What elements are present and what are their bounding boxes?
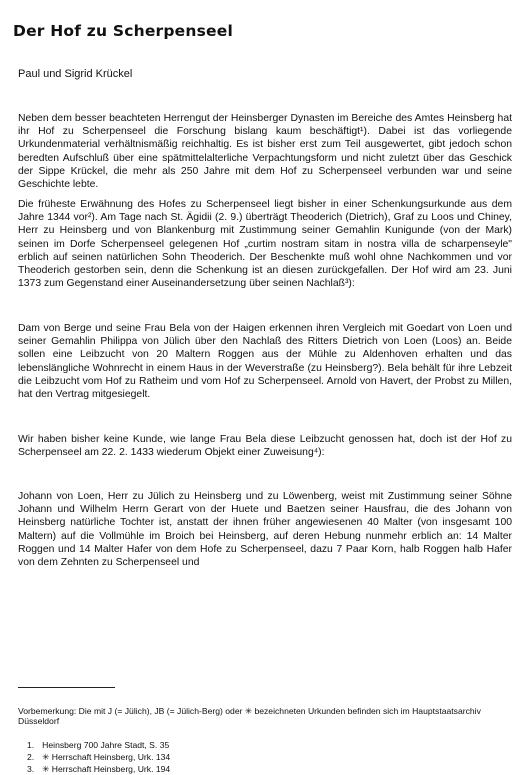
footnote-item [27, 751, 170, 763]
footnote-number: 1. [27, 740, 35, 750]
footnote-number: 2. [27, 752, 35, 762]
footnote-item [27, 739, 170, 751]
paragraph-5: Johann von Loen, Herr zu Jülich zu Heinsberg und zu Löwenberg, weist mit Zustimmung seiner Söhne Johann und Wilhelm Herrn Gerart von der Huete und Baetzen seiner Hausfrau, die des Johann von Heinsberg natürliche Tochter ist, anstatt der ihnen früher angewiesenen 40 Malter (von insgesamt 100 Maltern) auf die Vollmühle im Broich bei Heinsberg, auf deren Hebung nunmehr erblich an: 14 Malter Roggen und 14 Malter Hafer von dem Hofe zu Scherpenseel, dazu 7 Paar Korn, halb Roggen halb Hafer von dem Zehnten zu Scherpenseel und [18, 491, 512, 569]
paragraph-4: Wir haben bisher keine Kunde, wie lange Frau Bela diese Leibzucht genossen hat, doch ist der Hof zu Scherpenseel am 22. 2. 1433 wiederum Objekt einer Zuweisung⁴): [18, 434, 512, 459]
footnote-number: 3. [27, 764, 35, 774]
footnote-preface: Vorbemerkung: Die mit J (= Jülich), JB (= Jülich-Berg) oder ✳ bezeichneten Urkunden befinden sich im Hauptstaatsarchiv Düsseldorf [18, 706, 481, 726]
footnote-divider [18, 687, 115, 688]
article-title: Der Hof zu Scherpenseel [13, 22, 233, 40]
paragraph-3: Dam von Berge und seine Frau Bela von der Haigen erkennen ihren Vergleich mit Goedart von Loen und seiner Gemahlin Philippa von Jülich über den Nachlaß des Ritters Dietrich von Loen (Loos) an. Beide sollen eine Leibzucht von 20 Maltern Roggen aus der Mühle zu Aldenhoven erhalten und das lebenslängliche Wohnrecht in einem Haus in der Weverstraße (zu Heinsberg?). Bela behält für ihre Lebzeit die Leibzucht vom Hof zu Ratheim und vom Hof zu Scherpenseel. Arnold von Havert, der Probst zu Millen, hat den Vertrag mitgesiegelt. [18, 323, 512, 401]
footnote-text: ✳ Herrschaft Heinsberg, Urk. 194 [42, 764, 171, 774]
paragraph-1: Neben dem besser beachteten Herrengut der Heinsberger Dynasten im Bereiche des Amtes Heinsberg hat ihr Hof zu Scherpenseel die Forschung bislang kaum beschäftigt¹). Dabei ist das vorliegende Urkundenmaterial verhältnismäßig reichhaltig. Es ist bisher erst zum Teil ausgewertet, gibt jedoch schon beredten Aufschluß über eine spätmittelalterliche Verpachtungsform und nicht zuletzt über das Geschick der Sippe Krückel, die mehr als 250 Jahre mit dem Hof zu Scherpenseel verbunden war und seine Geschichte lebte. [18, 113, 512, 191]
footnote-list [27, 739, 170, 775]
footnote-text: Heinsberg 700 Jahre Stadt, S. 35 [42, 740, 170, 750]
footnote-text: ✳ Herrschaft Heinsberg, Urk. 134 [42, 752, 171, 762]
paragraph-2: Die früheste Erwähnung des Hofes zu Scherpenseel liegt bisher in einer Schenkungsurkunde aus dem Jahre 1344 vor²). Am Tage nach St. Ägidii (2. 9.) überträgt Theoderich (Dietrich), Graf zu Loos und Chiney, Herr zu Heinsberg und von Blankenburg mit Zustimmung seiner Gemahlin Kunigunde (von der Mark) seinen im Dorfe Scherpenseel gelegenen Hof „curtim nostram sitam in nostra villa de scharpenseyle" erblich auf seinen natürlichen Sohn Theoderich. Der Beschenkte muß wohl ohne Nachkommen und vor Theoderich gestorben sein, denn die Schenkung ist an diesen zurückgefallen. Der Hof wird am 23. Juni 1373 zum Gegenstand einer Auseinandersetzung über seinen Nachlaß³): [18, 199, 512, 290]
authors-line: Paul und Sigrid Krückel [18, 68, 133, 80]
footnote-item [27, 763, 170, 775]
